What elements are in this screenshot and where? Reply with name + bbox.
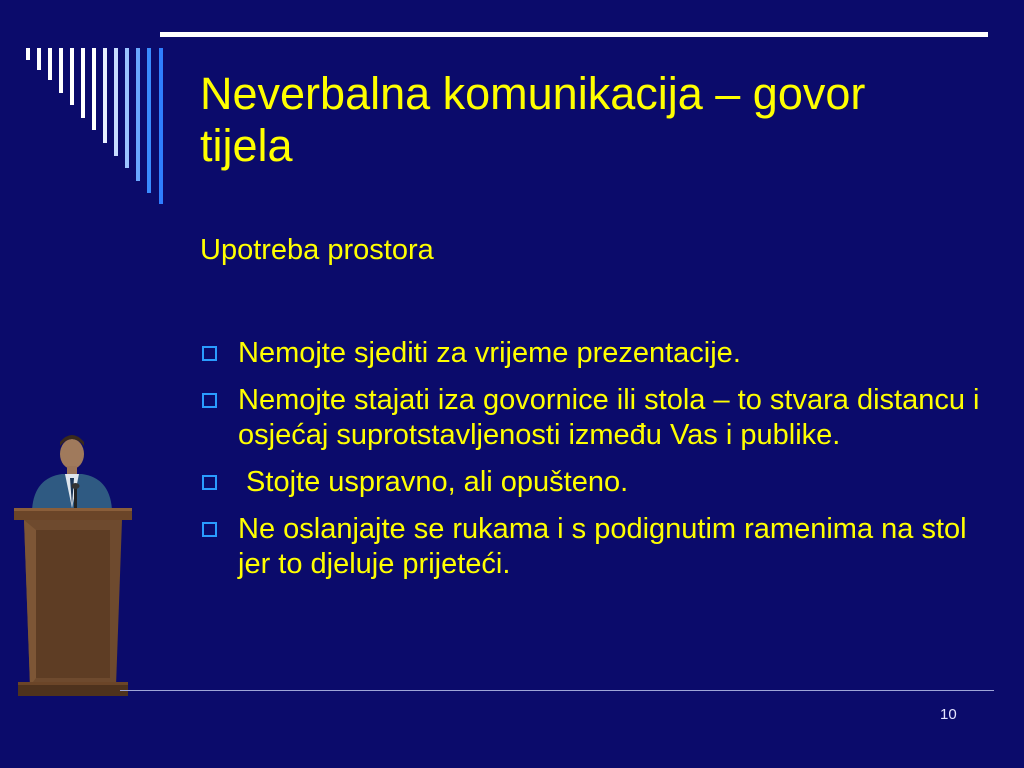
bullet-text: Stojte uspravno, ali opušteno. [238,466,629,498]
bullet-item [200,383,980,453]
speaker-at-podium-illustration [10,432,135,702]
bullet-text: Ne oslanjajte se rukama i s podignutim ramenima na stol jer to djeluje prijeteći. [238,513,967,580]
vertical-bars-decoration [26,48,176,208]
bullet-item [200,512,980,582]
bullet-item [200,336,980,371]
slide-subtitle: Upotreba prostora [200,234,434,266]
hollow-square-bullet-icon [202,393,217,408]
bullet-item [200,465,980,500]
page-number: 10 [940,706,957,723]
hollow-square-bullet-icon [202,346,217,361]
hollow-square-bullet-icon [202,475,217,490]
hollow-square-bullet-icon [202,522,217,537]
bullet-text: Nemojte sjediti za vrijeme prezentacije. [238,337,741,369]
slide-title: Neverbalna komunikacija – govor tijela [200,68,866,171]
bullet-list [200,336,980,594]
bullet-text: Nemojte stajati iza govornice ili stola – to stvara distancu i osjećaj suprotstavljenosti između Vas i publike. [238,384,980,451]
bottom-rule [120,690,994,691]
top-rule [160,32,988,37]
